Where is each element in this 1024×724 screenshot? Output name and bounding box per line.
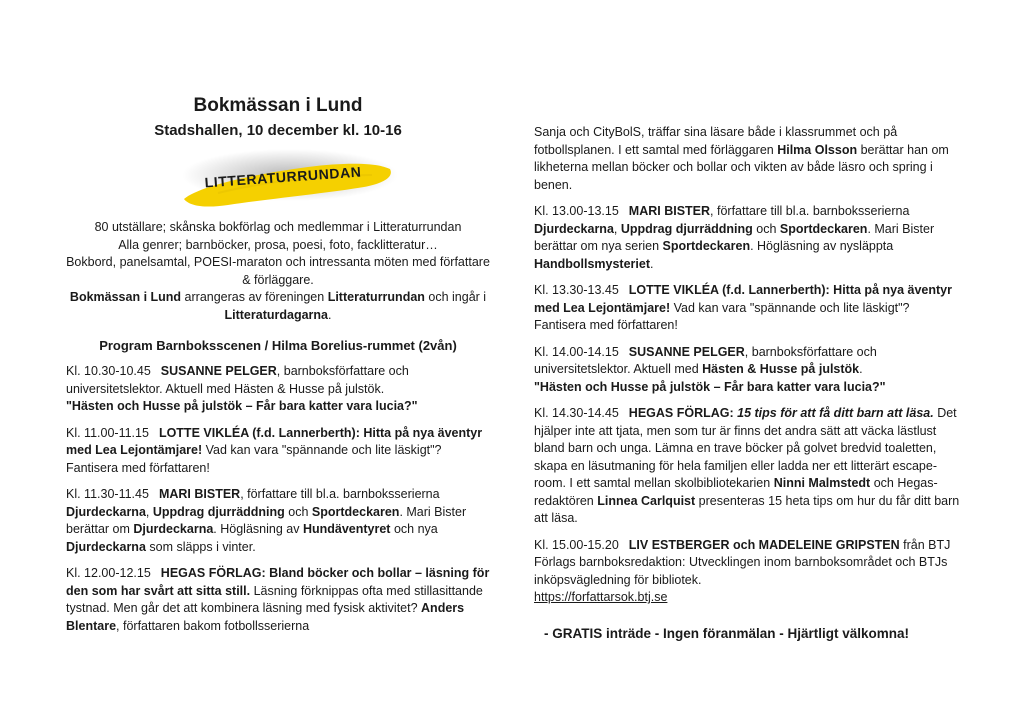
program-entry <box>534 282 964 335</box>
intro-line: Alla genrer; barnböcker, prosa, poesi, foto, facklitteratur… <box>118 237 438 252</box>
bold-text: "Hästen och Husse på julstök – Får bara katter vara lucia?" <box>534 379 886 394</box>
bold-text: Djurdeckarna <box>66 539 146 554</box>
program-entry <box>534 405 964 528</box>
text: , författaren bakom fotbollsserierna <box>116 618 310 633</box>
text: och nya <box>390 522 438 536</box>
forfattarsok-link[interactable]: https://forfattarsok.btj.se <box>534 590 668 604</box>
text: berättar han om likheterna mellan böcker och bollar och vikten av både läsro och spring i benen. <box>534 142 949 192</box>
left-column <box>66 94 490 644</box>
bold-text: Linnea Carlquist <box>597 493 696 508</box>
intro-line <box>66 289 490 324</box>
bold-text: Sportdeckaren <box>779 221 868 236</box>
bold-text: Anders Blentare <box>66 601 465 633</box>
text: och Hegas-redaktören <box>534 476 938 508</box>
bold-text: Hilma Olsson <box>777 142 858 157</box>
logo-text: LITTERATURRUNDAN <box>204 163 362 191</box>
program-entry <box>534 537 964 607</box>
program-entry <box>66 363 490 416</box>
text: som släpps i vinter. <box>145 539 256 554</box>
entry-time: Kl. 15.00-15.20 <box>534 537 619 552</box>
entry-time: Kl. 11.30-11.45 <box>66 487 149 501</box>
text: och <box>752 221 780 236</box>
program-entry <box>534 203 964 273</box>
text: . Högläsning av <box>213 522 303 536</box>
entry-time: Kl. 13.00-13.15 <box>534 204 619 218</box>
text: , <box>145 504 153 519</box>
text: . <box>650 256 654 271</box>
program-entry-continued <box>534 124 964 194</box>
text: arrangeras av föreningen <box>181 290 328 304</box>
text: Sanja och CityBolS, träffar sina läsare både i klassrummet och på fotbollsplanen. I ett samtal med förläggaren <box>534 125 898 157</box>
bold-text: Litteraturdagarna <box>224 307 328 322</box>
text: . Högläsning av nysläppta <box>750 239 894 253</box>
bold-text: Ninni Malmstedt <box>773 476 871 490</box>
footer-banner: - GRATIS inträde - Ingen föranmälan - Hjärtligt välkomna! <box>544 625 910 641</box>
bold-text: LIV ESTBERGER och MADELEINE GRIPSTEN <box>628 537 900 552</box>
program-entry <box>66 425 490 478</box>
bold-text: HEGAS FÖRLAG: <box>628 406 738 420</box>
program-heading: Program Barnboksscenen / Hilma Borelius-rummet (2vån) <box>99 338 457 353</box>
bold-text: SUSANNE PELGER <box>628 344 745 359</box>
text: och ingår i <box>424 290 487 304</box>
text: . <box>328 307 332 322</box>
bold-text: Handbollsmysteriet <box>534 256 651 271</box>
text: från BTJ Förlags barnboksredaktion: Utvecklingen inom barnboksområdet och BTJs inköpsvägledning för bibliotek. <box>534 537 951 587</box>
text: Läsning förknippas ofta med stillasittande tystnad. Men går det att kombinera läsning med fysisk aktivitet? <box>66 583 483 615</box>
intro-line: Bokbord, panelsamtal, POESI-maraton och intressanta möten med författare & förläggare. <box>66 255 490 287</box>
bold-text: Uppdrag djurräddning <box>620 221 753 236</box>
text: , barnboksförfattare och universitetslektor. Aktuell med <box>534 344 877 376</box>
text: , författare till bl.a. barnboksserierna <box>240 487 440 501</box>
program-entry <box>66 486 490 556</box>
bold-text: Bokmässan i Lund <box>69 290 182 304</box>
intro-line: 80 utställare; skånska bokförlag och medlemmar i Litteraturrundan <box>94 220 462 234</box>
bold-text: Hundäventyret <box>302 522 391 536</box>
text: , <box>613 221 621 236</box>
entry-time: Kl. 10.30-10.45 <box>66 364 151 378</box>
bold-text: Litteraturrundan <box>327 290 425 304</box>
bold-text: Sportdeckaren <box>662 239 751 253</box>
litteraturrundan-logo <box>158 147 398 215</box>
entry-time: Kl. 14.00-14.15 <box>534 344 619 359</box>
entry-time: Kl. 13.30-13.45 <box>534 283 619 297</box>
entry-time: Kl. 14.30-14.45 <box>534 406 619 420</box>
page-subtitle: Stadshallen, 10 december kl. 10-16 <box>154 122 402 139</box>
bold-text: Hästen & Husse på julstök <box>702 362 860 376</box>
text: Vad kan vara "spännande och lite läskigt"? Fantisera med författaren! <box>534 300 910 332</box>
entry-time: Kl. 11.00-11.15 <box>66 425 149 440</box>
text: Det hjälper inte att tjata, men som tur är finns det andra sätt att väcka lästlust bland barn och unga. Lämna en trave böcker på golvet bredvid toaletten, skapa en läsutmaning för hela familjen eller ladda ner ett litterärt escape-room. I ett samtal mellan skolbibliotekarien <box>534 406 957 490</box>
bold-text: MARI BISTER <box>158 487 241 501</box>
text: presenteras 15 heta tips om hur du får ditt barn att läsa. <box>534 493 960 525</box>
bold-text: Djurdeckarna <box>534 221 614 236</box>
bold-text: MARI BISTER <box>628 204 711 218</box>
text: , barnboksförfattare och universitetslektor. Aktuell med Hästen & Husse på julstök. <box>66 364 409 396</box>
bold-text: Djurdeckarna <box>66 504 146 519</box>
text: och <box>284 504 312 519</box>
bold-text: Uppdrag djurräddning <box>152 504 285 519</box>
bold-text: "Hästen och Husse på julstök – Får bara katter vara lucia?" <box>66 399 418 413</box>
text: . Mari Bister berättar om nya serien <box>534 221 935 253</box>
bold-text: Sportdeckaren <box>311 504 400 519</box>
text: , författare till bl.a. barnboksserierna <box>710 204 910 218</box>
bold-italic-text: 15 tips för att få ditt barn att läsa. <box>737 406 934 420</box>
text: . Mari Bister berättar om <box>66 504 467 536</box>
entry-time: Kl. 12.00-12.15 <box>66 566 151 580</box>
bold-text: Djurdeckarna <box>133 522 214 536</box>
right-column <box>534 124 964 643</box>
program-entry <box>534 344 964 397</box>
text: Vad kan vara "spännande och lite läskigt"? Fantisera med författaren! <box>66 443 442 475</box>
bold-text: SUSANNE PELGER <box>160 364 277 378</box>
program-entry <box>66 565 490 635</box>
bold-text: LOTTE VIKLÉA (f.d. Lannerberth): Hitta på nya äventyr med Lea Lejontämjare! <box>66 425 483 457</box>
intro-block <box>66 219 490 324</box>
text: . <box>859 362 863 376</box>
bold-text: HEGAS FÖRLAG: Bland böcker och bollar – läsning för den som har svårt att sitta still. <box>66 566 490 598</box>
page-title: Bokmässan i Lund <box>193 95 363 116</box>
bold-text: LOTTE VIKLÉA (f.d. Lannerberth): Hitta på nya äventyr med Lea Lejontämjare! <box>534 283 952 315</box>
